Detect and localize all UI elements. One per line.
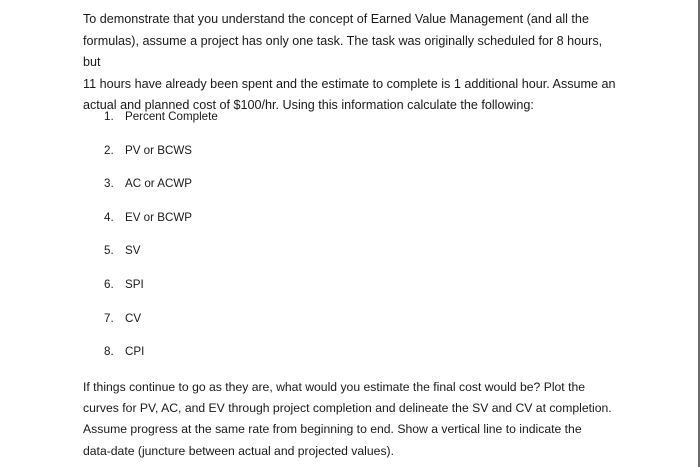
list-item <box>104 343 218 377</box>
item-text: Percent Complete <box>125 110 218 123</box>
outro-paragraph <box>83 377 623 462</box>
item-text: SV <box>125 244 141 258</box>
item-number: 4. <box>104 210 114 224</box>
outro-line: curves for PV, AC, and EV through project completion and delineate the SV and CV at completion. <box>83 401 612 416</box>
item-number: 3. <box>104 177 114 191</box>
intro-line: formulas), assume a project has only one task. The task was originally scheduled for 8 hours, but <box>83 33 603 69</box>
item-text: SPI <box>125 277 144 291</box>
item-text: CPI <box>125 345 145 359</box>
intro-paragraph <box>83 9 623 117</box>
intro-line: To demonstrate that you understand the concept of Earned Value Management (and all the <box>83 12 589 26</box>
item-text: AC or ACWP <box>125 177 192 191</box>
outro-line: data-date (juncture between actual and projected values). <box>83 443 394 458</box>
item-number: 6. <box>104 277 114 291</box>
list-item <box>104 108 218 142</box>
item-number: 8. <box>104 345 114 359</box>
list-item <box>104 276 218 310</box>
list-item <box>104 209 218 243</box>
item-number: 2. <box>104 143 114 157</box>
question-list <box>104 108 218 377</box>
item-number: 5. <box>104 244 114 258</box>
list-item <box>104 242 218 276</box>
outro-line: Assume progress at the same rate from beginning to end. Show a vertical line to indicate the <box>83 422 582 437</box>
item-number: 7. <box>104 311 114 325</box>
intro-line: 11 hours have already been spent and the estimate to complete is 1 additional hour. Assume an <box>83 76 616 91</box>
item-number: 1. <box>104 110 114 123</box>
item-text: PV or BCWS <box>125 143 192 157</box>
item-text: EV or BCWP <box>125 210 192 224</box>
outro-line: If things continue to go as they are, what would you estimate the final cost would be? Plot the <box>83 380 586 394</box>
list-item <box>104 175 218 209</box>
list-item <box>104 310 218 344</box>
list-item <box>104 142 218 176</box>
item-text: CV <box>125 311 142 325</box>
intro-line: actual and planned cost of $100/hr. Using this information calculate the following: <box>83 98 534 112</box>
